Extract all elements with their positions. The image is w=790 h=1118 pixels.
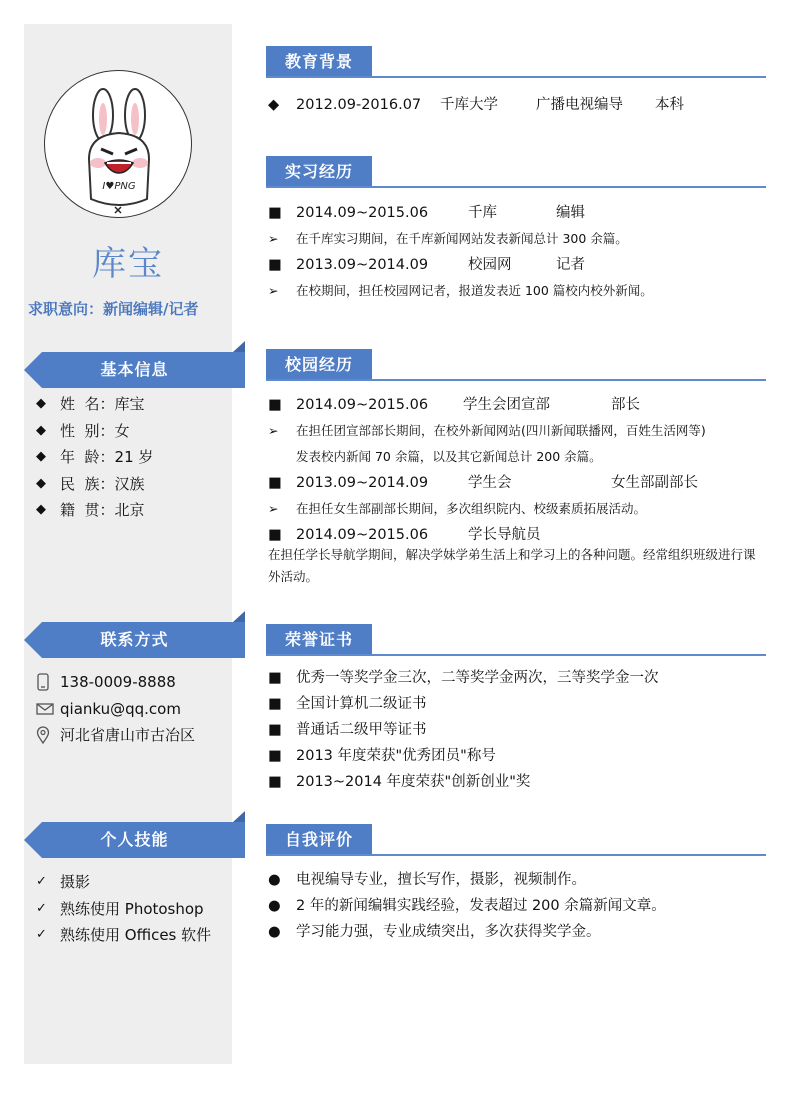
candidate-name: 库宝 — [92, 244, 164, 284]
phone-icon — [36, 673, 60, 691]
campus-entry: ■ 2014.09~2015.06 学生会团宣部 部长 — [268, 392, 766, 418]
internship-content — [268, 200, 766, 304]
square-bullet-icon: ■ — [268, 397, 282, 413]
skill-item: ✓ 熟练使用 Offices 软件 — [36, 922, 211, 949]
skill-item: ✓ 熟练使用 Photoshop — [36, 896, 211, 923]
self-eval-content — [268, 867, 766, 945]
self-eval-item: ● 2 年的新闻编辑实践经验，发表超过 200 余篇新闻文章。 — [268, 893, 766, 919]
arrow-bullet-icon: ➢ — [268, 283, 279, 298]
mail-icon — [36, 702, 60, 716]
internship-entry: ■ 2014.09~2015.06 千库 编辑 — [268, 200, 766, 226]
square-bullet-icon: ■ — [268, 205, 282, 221]
campus-desc: ➢ 在担任女生部副部长期间，多次组织院内、校级素质拓展活动。 — [268, 496, 766, 522]
honor-item: ■ 普通话二级甲等证书 — [268, 717, 766, 743]
skills-list — [36, 869, 211, 949]
campus-header: 校园经历 — [266, 349, 766, 385]
avatar — [44, 70, 192, 218]
education-content — [268, 92, 766, 118]
square-bullet-icon: ■ — [268, 257, 282, 273]
honors-content — [268, 665, 766, 795]
dot-bullet-icon: ● — [268, 924, 281, 940]
arrow-bullet-icon: ➢ — [268, 231, 279, 246]
internship-header: 实习经历 — [266, 156, 766, 192]
honor-item: ■ 优秀一等奖学金三次，二等奖学金两次，三等奖学金一次 — [268, 665, 766, 691]
campus-content — [268, 392, 766, 588]
check-icon: ✓ — [36, 927, 47, 942]
diamond-bullet-icon: ◆ — [36, 422, 46, 438]
square-bullet-icon: ■ — [268, 527, 282, 543]
square-bullet-icon: ■ — [268, 722, 282, 738]
self-eval-header: 自我评价 — [266, 824, 766, 860]
square-bullet-icon: ■ — [268, 774, 282, 790]
dot-bullet-icon: ● — [268, 872, 281, 888]
info-name: ◆ 姓 名：库宝 — [36, 391, 153, 418]
square-bullet-icon: ■ — [268, 475, 282, 491]
diamond-bullet-icon: ◆ — [36, 449, 46, 464]
campus-entry: ■ 2013.09~2014.09 学生会 女生部副部长 — [268, 470, 766, 496]
campus-desc-paragraph: 在担任学长导航学期间，解决学妹学弟生活上和学习上的各种问题。经常组织班级进行课外活动。 — [268, 547, 756, 584]
diamond-bullet-icon: ◆ — [36, 475, 46, 491]
job-intent: 求职意向：新闻编辑/记者 — [28, 300, 199, 318]
internship-desc: ➢ 在千库实习期间，在千库新闻网站发表新闻总计 300 余篇。 — [268, 226, 766, 252]
contact-phone: 138-0009-8888 — [36, 669, 195, 696]
dot-bullet-icon: ● — [268, 898, 281, 914]
honor-item: ■ 全国计算机二级证书 — [268, 691, 766, 717]
campus-entry: ■ 2014.09~2015.06 学长导航员 — [268, 522, 766, 548]
campus-desc-cont: 发表校内新闻 70 余篇，以及其它新闻总计 200 余篇。 — [296, 449, 602, 464]
info-origin: ◆ 籍 贯：北京 — [36, 497, 153, 524]
square-bullet-icon: ■ — [268, 748, 282, 764]
internship-desc: ➢ 在校期间，担任校园网记者，报道发表近 100 篇校内校外新闻。 — [268, 278, 766, 304]
arrow-bullet-icon: ➢ — [268, 423, 279, 438]
check-icon: ✓ — [36, 900, 47, 916]
contact-header: 联系方式 — [24, 622, 245, 658]
internship-entry: ■ 2013.09~2014.09 校园网 记者 — [268, 252, 766, 278]
check-icon: ✓ — [36, 874, 47, 889]
skills-header: 个人技能 — [24, 822, 245, 858]
diamond-bullet-icon: ◆ — [36, 396, 46, 411]
arrow-bullet-icon: ➢ — [268, 501, 279, 516]
campus-desc: ➢ 在担任团宣部部长期间，在校外新闻网站(四川新闻联播网，百姓生活网等) — [268, 418, 766, 444]
info-ethnicity: ◆ 民 族：汉族 — [36, 471, 153, 498]
honor-item: ■ 2013 年度荣获"优秀团员"称号 — [268, 743, 766, 769]
skill-item: ✓ 摄影 — [36, 869, 211, 896]
square-bullet-icon: ■ — [268, 670, 282, 686]
basic-info-header: 基本信息 — [24, 352, 245, 388]
diamond-bullet-icon: ◆ — [36, 502, 46, 517]
info-age: ◆ 年 龄：21 岁 — [36, 444, 153, 471]
square-bullet-icon: ■ — [268, 696, 282, 712]
education-row: ◆ 2012.09-2016.07 千库大学 广播电视编导 本科 — [268, 92, 766, 118]
diamond-bullet-icon: ◆ — [268, 97, 280, 113]
basic-info-list — [36, 391, 153, 524]
info-gender: ◆ 性 别：女 — [36, 418, 153, 445]
rabbit-avatar-icon — [45, 71, 192, 218]
honors-header: 荣誉证书 — [266, 624, 766, 660]
svg-text:I♥PNG: I♥PNG — [102, 181, 136, 192]
self-eval-item: ● 电视编导专业，擅长写作，摄影，视频制作。 — [268, 867, 766, 893]
contact-email: qianku@qq.com — [36, 696, 195, 723]
honor-item: ■ 2013~2014 年度荣获"创新创业"奖 — [268, 769, 766, 795]
education-header: 教育背景 — [266, 46, 766, 82]
contact-list — [36, 669, 195, 749]
location-pin-icon — [36, 726, 60, 744]
self-eval-item: ● 学习能力强，专业成绩突出，多次获得奖学金。 — [268, 919, 766, 945]
contact-address: 河北省唐山市古冶区 — [36, 722, 195, 749]
